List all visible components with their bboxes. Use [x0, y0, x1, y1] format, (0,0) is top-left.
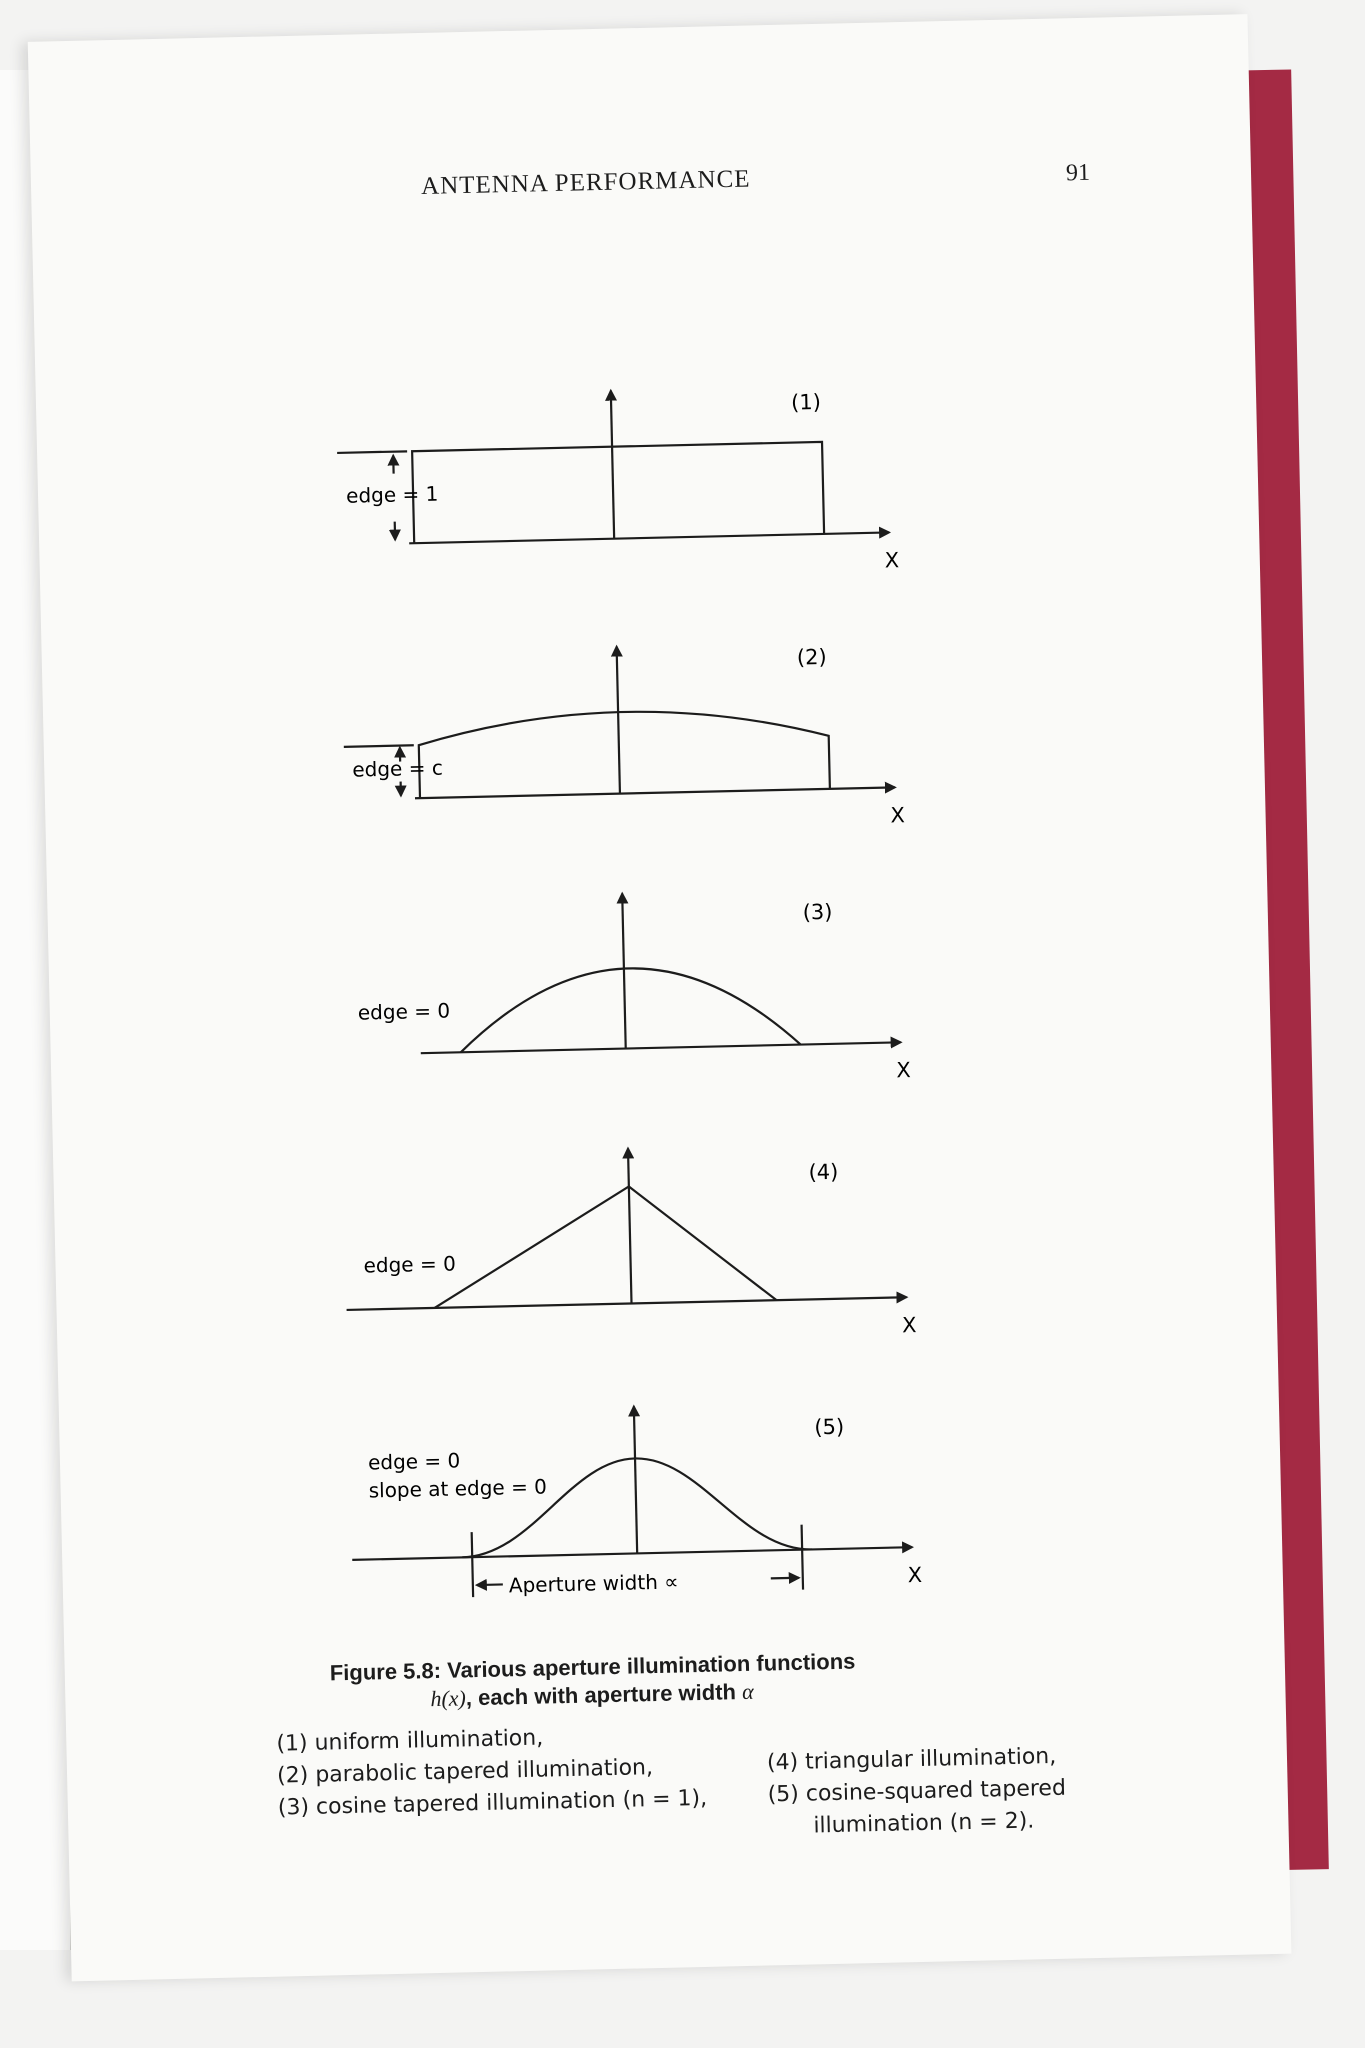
caption-subtitle-text: , each with aperture width	[465, 1679, 737, 1711]
legend-item-4: (4) triangular illumination,	[766, 1743, 1057, 1776]
panel-5-edge-label: edge = 0	[367, 1448, 461, 1475]
panel-1-edge-label: edge = 1	[345, 481, 439, 508]
panel-5-aperture-arrow-left	[477, 1584, 503, 1585]
legend-item-5: (5) cosine-squared tapered	[767, 1775, 1067, 1808]
caption-alpha: α	[741, 1678, 754, 1705]
panel-4-edge-label: edge = 0	[363, 1251, 457, 1278]
panel-5-aperture-tick-right	[802, 1525, 803, 1590]
panel-2-number: (2)	[796, 644, 827, 670]
panel-2-ref-line	[344, 745, 414, 747]
panel-1-axis-label: X	[884, 548, 900, 573]
panel-5-slope-label: slope at edge = 0	[368, 1474, 548, 1503]
panel-5-y-axis	[634, 1406, 637, 1553]
panel-5-aperture-label: Aperture width ∝	[508, 1569, 679, 1598]
panel-3-y-axis	[622, 894, 626, 1049]
panel-5-x-axis	[352, 1547, 912, 1560]
panel-3-curve	[459, 965, 801, 1053]
legend-item-1: (1) uniform illumination,	[276, 1725, 544, 1757]
panel-1-x-axis	[409, 532, 889, 543]
panel-4-x-axis	[347, 1297, 907, 1310]
panel-1-curve	[412, 442, 824, 543]
panel-4-axis-label: X	[901, 1313, 917, 1338]
panel-2-edge-label: edge = c	[352, 755, 444, 782]
caption-title: Figure 5.8: Various aperture illumination functions	[329, 1648, 856, 1686]
panel-1-ref-line	[337, 451, 407, 453]
panel-1-y-axis	[611, 391, 614, 539]
panel-2-x-axis	[415, 787, 895, 798]
caption-function: h(x)	[430, 1685, 467, 1712]
panel-3-axis-label: X	[896, 1058, 911, 1083]
panel-2-curve	[418, 707, 830, 798]
legend-item-3: (3) cosine tapered illumination (n = 1),	[277, 1785, 708, 1821]
running-header: ANTENNA PERFORMANCE	[420, 165, 751, 200]
panel-5-axis-label: X	[907, 1562, 923, 1588]
panel-5-aperture-tick-left	[472, 1532, 473, 1597]
panel-5-aperture-arrow-right	[771, 1578, 799, 1579]
panel-3-edge-label: edge = 0	[357, 998, 451, 1025]
panel-2-axis-label: X	[890, 803, 906, 828]
panel-5-number: (5)	[814, 1414, 845, 1440]
legend-item-2: (2) parabolic tapered illumination,	[276, 1755, 654, 1789]
panel-2-y-axis	[617, 647, 620, 794]
panel-4-number: (4)	[808, 1159, 839, 1185]
legend-item-5-cont: illumination (n = 2).	[813, 1808, 1035, 1839]
page-number: 91	[1065, 159, 1091, 187]
panel-4-y-axis	[628, 1149, 632, 1304]
panel-3-x-axis	[421, 1042, 901, 1053]
book-page	[28, 14, 1292, 1981]
panel-4-curve	[432, 1183, 777, 1308]
panel-1-number: (1)	[790, 389, 822, 415]
panel-3-number: (3)	[802, 899, 833, 925]
